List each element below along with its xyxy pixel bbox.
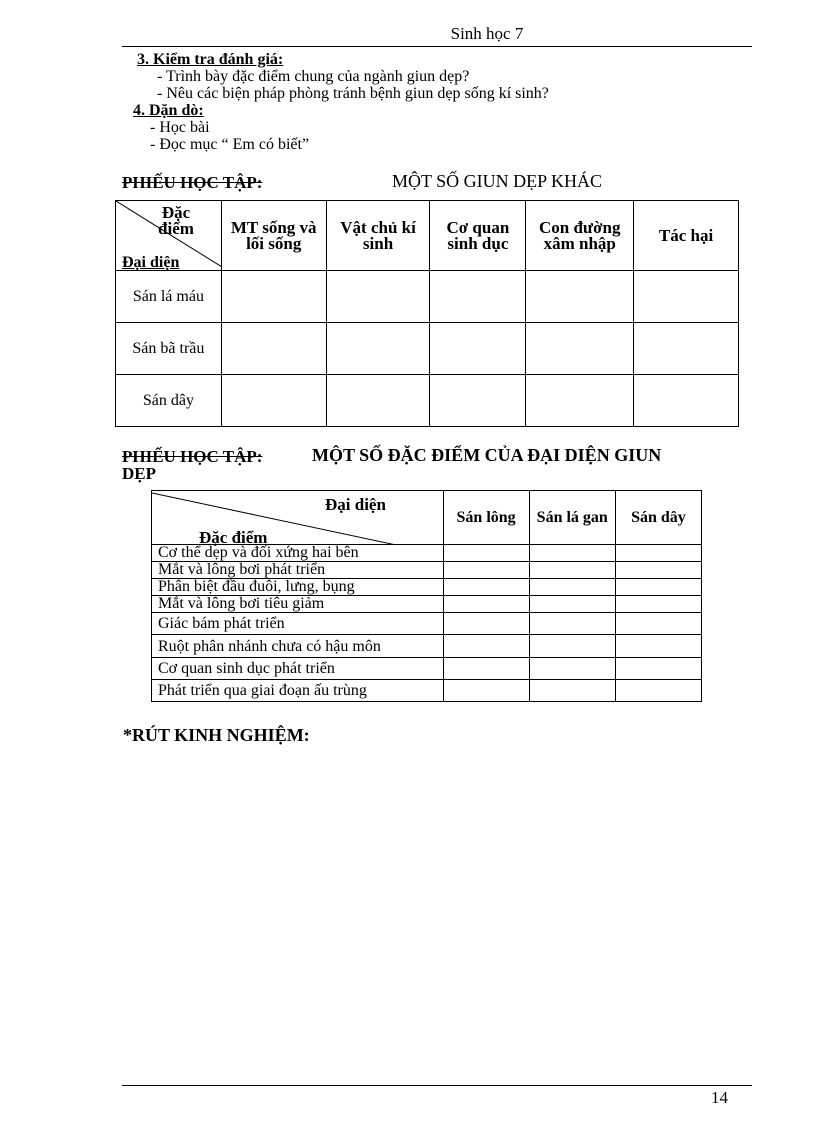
table-cell[interactable] bbox=[615, 680, 701, 702]
table-cell[interactable] bbox=[615, 545, 701, 562]
sheet2-col-header: Sán lá gan bbox=[529, 491, 615, 545]
section3-title: 3. Kiểm tra đánh giá: bbox=[137, 51, 284, 68]
experience-heading: *RÚT KINH NGHIỆM: bbox=[123, 725, 310, 745]
table-cell[interactable] bbox=[443, 613, 529, 635]
table-cell[interactable] bbox=[529, 613, 615, 635]
table-row bbox=[152, 579, 702, 596]
table-row bbox=[116, 323, 739, 375]
table-cell[interactable] bbox=[615, 658, 701, 680]
sheet2-row-label: Phát triển qua giai đoạn ấu trùng bbox=[152, 680, 444, 702]
table-cell[interactable] bbox=[615, 635, 701, 658]
page-number: 14 bbox=[711, 1088, 728, 1107]
table-cell[interactable] bbox=[430, 271, 526, 323]
table-cell[interactable] bbox=[326, 271, 430, 323]
sheet1-col-header: Tác hại bbox=[634, 201, 739, 271]
table-cell[interactable] bbox=[443, 545, 529, 562]
sheet2-title: MỘT SỐ ĐẶC ĐIỂM CỦA ĐẠI DIỆN GIUN bbox=[312, 445, 662, 465]
sheet1-row-label: Sán dây bbox=[116, 375, 222, 427]
table-row bbox=[116, 271, 739, 323]
sheet1-corner-cell bbox=[116, 201, 222, 271]
sheet1-col-header: Cơ quan sinh dục bbox=[430, 201, 526, 271]
sheet2-table bbox=[151, 490, 702, 702]
sheet2-col-header: Sán lông bbox=[443, 491, 529, 545]
table-cell[interactable] bbox=[634, 375, 739, 427]
sheet2-corner-top: Đại diện bbox=[325, 495, 386, 514]
table-cell[interactable] bbox=[615, 596, 701, 613]
sheet1-row-label: Sán lá máu bbox=[116, 271, 222, 323]
table-cell[interactable] bbox=[634, 271, 739, 323]
sheet2-row-label: Ruột phân nhánh chưa có hậu môn bbox=[152, 635, 444, 658]
sheet2-title-cont: DẸP bbox=[122, 464, 156, 483]
table-row bbox=[152, 658, 702, 680]
table-cell[interactable] bbox=[526, 323, 634, 375]
table-row bbox=[152, 596, 702, 613]
sheet1-corner-top: Đặc điểm bbox=[158, 203, 194, 238]
sheet2-row-label: Phân biệt đầu đuôi, lưng, bụng bbox=[152, 579, 444, 596]
table-cell[interactable] bbox=[634, 323, 739, 375]
sheet2-corner-cell bbox=[152, 491, 444, 545]
sheet2-row-label: Cơ quan sinh dục phát triển bbox=[152, 658, 444, 680]
sheet2-row-label: Mắt và lông bơi phát triển bbox=[152, 562, 444, 579]
table-cell[interactable] bbox=[221, 271, 326, 323]
diagonal-line bbox=[152, 491, 443, 545]
table-cell[interactable] bbox=[526, 271, 634, 323]
sheet2-row-label: Mắt và lông bơi tiêu giảm bbox=[152, 596, 444, 613]
table-cell[interactable] bbox=[615, 562, 701, 579]
sheet1-col-header: MT sống và lối sống bbox=[221, 201, 326, 271]
table-cell[interactable] bbox=[529, 562, 615, 579]
sheet2-corner-bottom: Đặc điểm bbox=[199, 528, 268, 547]
table-cell[interactable] bbox=[526, 375, 634, 427]
table-cell[interactable] bbox=[529, 596, 615, 613]
sheet2-row-label: Giác bám phát triển bbox=[152, 613, 444, 635]
table-cell[interactable] bbox=[221, 375, 326, 427]
footer-rule bbox=[122, 1085, 752, 1086]
sheet2-row-label: Cơ thể dẹp và đối xứng hai bên bbox=[152, 545, 444, 562]
table-cell[interactable] bbox=[326, 375, 430, 427]
table-cell[interactable] bbox=[430, 323, 526, 375]
sheet1-col-header: Con đường xâm nhập bbox=[526, 201, 634, 271]
sheet1-col-header: Vật chủ kí sinh bbox=[326, 201, 430, 271]
section4-title: 4. Dặn dò: bbox=[133, 102, 204, 119]
table-cell[interactable] bbox=[443, 680, 529, 702]
table-cell[interactable] bbox=[430, 375, 526, 427]
table-cell[interactable] bbox=[443, 635, 529, 658]
sheet1-title: MỘT SỐ GIUN DẸP KHÁC bbox=[392, 171, 603, 191]
table-row bbox=[116, 375, 739, 427]
table-cell[interactable] bbox=[529, 635, 615, 658]
section4-item: - Học bài bbox=[150, 119, 210, 136]
table-row bbox=[152, 562, 702, 579]
table-cell[interactable] bbox=[529, 658, 615, 680]
table-cell[interactable] bbox=[326, 323, 430, 375]
table-cell[interactable] bbox=[443, 596, 529, 613]
table-cell[interactable] bbox=[443, 579, 529, 596]
table-row bbox=[152, 635, 702, 658]
table-row bbox=[152, 613, 702, 635]
page-header: Sinh học 7 bbox=[450, 24, 524, 43]
sheet1-row-label: Sán bã trầu bbox=[116, 323, 222, 375]
table-cell[interactable] bbox=[529, 680, 615, 702]
sheet1-label: PHIẾU HỌC TẬP: bbox=[122, 173, 263, 192]
section3-item: - Nêu các biện pháp phòng tránh bệnh giun dẹp sống kí sinh? bbox=[157, 85, 549, 102]
section3-item: - Trình bày đặc điểm chung của ngành giun dẹp? bbox=[157, 68, 470, 85]
table-cell[interactable] bbox=[529, 579, 615, 596]
sheet2-label: PHIẾU HỌC TẬP: bbox=[122, 447, 263, 466]
table-cell[interactable] bbox=[443, 562, 529, 579]
sheet2-col-header: Sán dây bbox=[615, 491, 701, 545]
section4-item: - Đọc mục “ Em có biết” bbox=[150, 136, 310, 153]
sheet1-corner-bottom: Đại diện bbox=[122, 254, 180, 271]
table-cell[interactable] bbox=[443, 658, 529, 680]
header-rule bbox=[122, 46, 752, 47]
table-cell[interactable] bbox=[221, 323, 326, 375]
table-cell[interactable] bbox=[529, 545, 615, 562]
table-cell[interactable] bbox=[615, 579, 701, 596]
table-row bbox=[152, 680, 702, 702]
sheet1-table bbox=[115, 200, 739, 427]
table-cell[interactable] bbox=[615, 613, 701, 635]
